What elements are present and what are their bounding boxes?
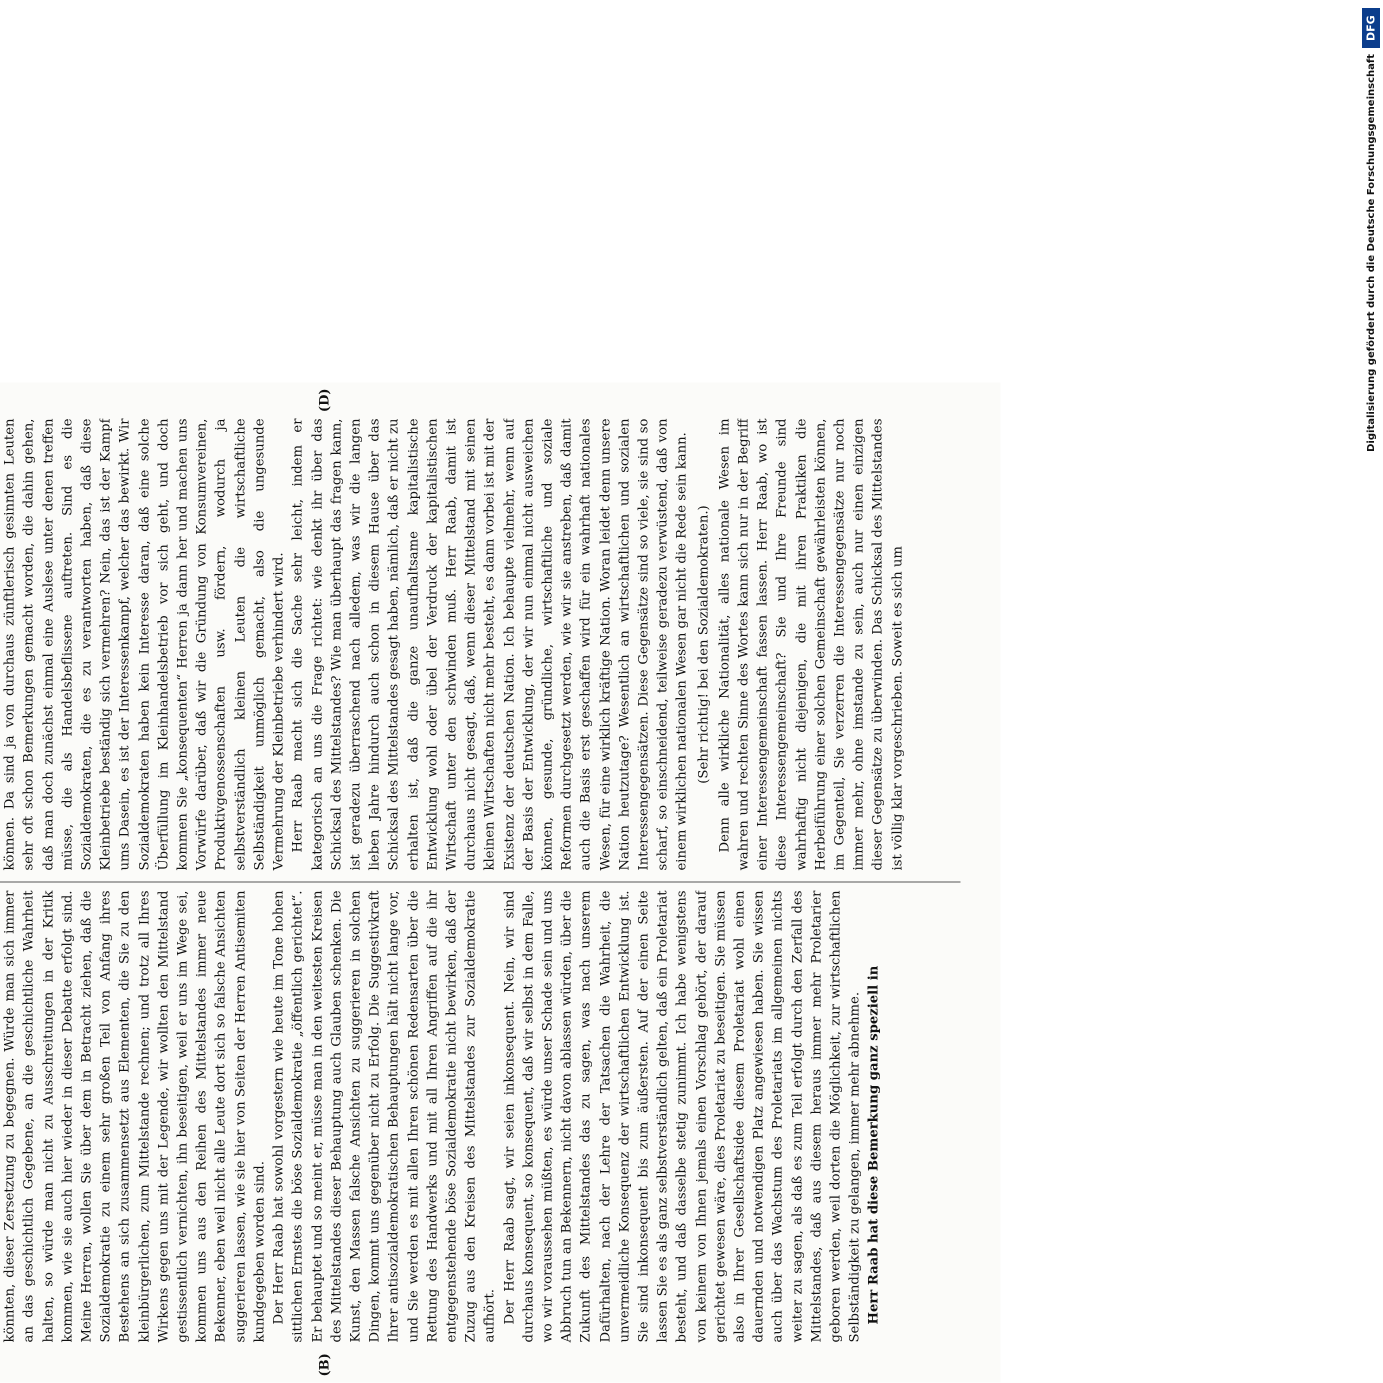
dfg-logo: DFG [1362, 8, 1380, 48]
left-text-column [0, 891, 961, 1343]
paragraph: Der Herr Raab hat sowohl vorgestern wie heute im Tone hohen sittlichen Ernstes die böse Sozialdemokratie „öffentlich gerichtet“. Er behauptet und so meint er, müsse man in den weitesten Kreisen des Mittelstandes dieser Behauptung auch Glauben schenken. Die Kunst, den Massen falsche Ansichten zu suggerieren in solchen Dingen, kommt uns gegenüber nicht zu Erfolg. Die Suggestivkraft Ihrer antisozialdemokratischen Behauptungen hält nicht lange vor, und Sie werden es mit allen Ihren schönen Redensarten über die Rettung des Handwerks und mit all Ihren Angriffen auf die ihr entgegenstehende böse Sozialdemokratie nicht bewirken, daß der Zuzug aus den Kreisen des Mittelstandes zur Sozialdemokratie aufhört. [271, 890, 498, 1343]
document-page [0, 383, 1001, 1383]
column-divider [0, 882, 961, 883]
right-text-column [0, 419, 961, 871]
paragraph: Denn alle wirkliche Nationalität, alles nationale Wesen im wahren und rechten Sinne des Wortes kann sich nur in der Begriff einer Interessengemeinschaft fassen lassen. Herr Raab, wo ist diese Interessengemeinschaft? Sie und Ihre Freunde sind wahrhaftig nicht diejenigen, die mit ihren Praktiken die Herbeiführung einer solchen Gemeinschaft gewährleisten können, im Gegenteil, Sie verzerren die Interessengegensätze nur noch immer mehr, ohne imstande zu sein, auch nur einen einzigen dieser Gegensätze zu überwinden. Das Schicksal des Mittelstandes ist völlig klar vorgeschrieben. Soweit es sich um [717, 418, 906, 871]
paragraph: Herr Raab hat diese Bemerkung ganz speziell in [866, 965, 882, 1325]
margin-marker-b: (B) [317, 1353, 333, 1377]
paragraph: Der Herr Raab sagt, wir seien inkonsequent. Nein, wir sind durchaus konsequent, so konsequent, daß wir selbst in dem Falle, wo wir voraussehen müßten, es würde unser Schade sein und uns Abbruch tun an Bekennern, nicht davon ablassen würden, über die Zukunft des Mittelstandes das zu sagen, was nach unserem Dafürhalten, nach der Lehre der Tatsachen die Wahrheit, die unvermeidliche Konsequenz der wirtschaftlichen Entwicklung ist. Sie sind inkonsequent bis zum äußersten. Auf der einen Seite lassen Sie es als ganz selbstverständlich gelten, daß ein Proletariat besteht, und daß dasselbe stetig zunimmt. Ich habe wenigstens von keinem von Ihnen jemals einen Vorschlag gehört, der darauf gerichtet gewesen wäre, dies Proletariat zu beseitigen. Sie müssen also in Ihrer Gesellschaftsidee diesem Proletariat wohl einen dauernden und notwendigen Platz angewiesen haben. Sie wissen auch über das Wachstum des Proletariats im allgemeinen nichts weiter zu sagen, als daß es zum Teil erfolgt durch den Zerfall des Mittelstandes, daß aus diesem heraus immer mehr Proletarier geboren werden, weil dorten die Möglichkeit, zur wirtschaftlichen Selbständigkeit zu gelangen, immer mehr abnehme. [502, 890, 863, 1343]
digitization-notice: Digitalisierung gefördert durch die Deutsche Forschungsgemeinschaft [1365, 54, 1377, 452]
paragraph: könnten, dieser Zersetzung zu begegnen. Würde man sich immer an das geschichtlich Gegebene, an die geschichtliche Wahrheit halten, so würde man nicht zu Ausschreitungen in der Kritik kommen, wie sie auch hier wieder in dieser Debatte erfolgt sind. Meine Herren, wollen Sie über dem in Betracht ziehen, daß die Sozialdemokratie zu einem sehr großen Teil von Anfang ihres Bestehens an sich zusammensetzt aus Elementen, die Sie zu den kleinbürgerlichen, zum Mittelstande rechnen; und trotz all Ihres Wirkens gegen uns mit der Legende, wir wollten den Mittelstand gestissentlich vernichten, ihn beseitigen, weil er uns im Wege sei, kommen uns aus den Reihen des Mittelstandes immer neue Bekenner, eben weil nicht alle Leute dort sich so falsche Ansichten suggerieren lassen, wie sie hier von Seiten der Herren Antisemiten kundgegeben worden sind. [2, 890, 268, 1343]
margin-marker-d: (D) [317, 388, 333, 413]
paragraph: Herr Raab macht sich die Sache sehr leicht, indem er kategorisch an uns die Frage richtet: wie denkt ihr über das Schicksal des Mittelstandes? Wie man überhaupt das fragen kann, ist geradezu überraschend nach alledem, was wir die langen lieben Jahre hindurch auch schon in diesem Hause über das Schicksal des Mittelstandes gesagt haben, nämlich, daß er nicht zu erhalten ist, daß die ganze unaufhaltsame kapitalistische Entwicklung wohl oder übel der Verdruck der kapitalistischen Wirtschaft unter den schwinden muß. Herr Raab, damit ist durchaus nicht gesagt, daß, wenn dieser Mittelstand mit seinen kleinen Wirtschaften nicht mehr besteht, es dann vorbei ist mit der Existenz der deutschen Nation. Ich behaupte vielmehr, wenn auf der Basis der Entwicklung, der wir nun einmal nicht ausweichen können, gesunde, gründliche, wirtschaftliche und soziale Reformen durchgesetzt werden, wie wir sie anstreben, daß damit auch die Basis erst geschaffen wird für ein wahrhaft nationales Wesen, für eine wirklich kräftige Nation. Woran leidet denn unsere Nation heutzutage? Wesentlich an wirtschaftlichen und sozialen Interessengegensätzen. Diese Gegensätze sind so viele, sie sind so scharf, so einschneidend, teilweise geradezu verwüstend, daß von einem wirklichen nationalen Wesen gar nicht die Rede sein kann. [290, 418, 690, 871]
interjection: (Sehr richtig! bei den Sozialdemokraten.) [696, 505, 712, 784]
digitization-strip [1361, 8, 1381, 452]
paragraph: können. Da sind ja von durchaus zünftlerisch gesinnten Leuten sehr oft schon Bemerkungen gemacht worden, die dahin gehen, daß man doch zunächst einmal eine Auslese unter denen treffen müsse, die als Handelsbeflissene auftreten. Sind es die Sozialdemokraten, die es zu verantworten haben, daß diese Kleinbetriebe beständig sich vermehren? Nein, das ist der Kampf ums Dasein, es ist der Interessenkampf, welcher das bewirkt. Wir Sozialdemokraten haben kein Interesse daran, daß eine solche Überfüllung im Kleinhandelsbetrieb vor sich geht, und doch kommen Sie „konsequenten“ Herren ja dann her und machen uns Vorwürfe darüber, daß wir die Gründung von Konsumvereinen, Produktivgenossenschaften usw. fördern, wodurch ja selbstverständlich kleinen Leuten die wirtschaftliche Selbständigkeit unmöglich gemacht, also die ungesunde Vermehrung der Kleinbetriebe verhindert wird. [2, 418, 287, 871]
